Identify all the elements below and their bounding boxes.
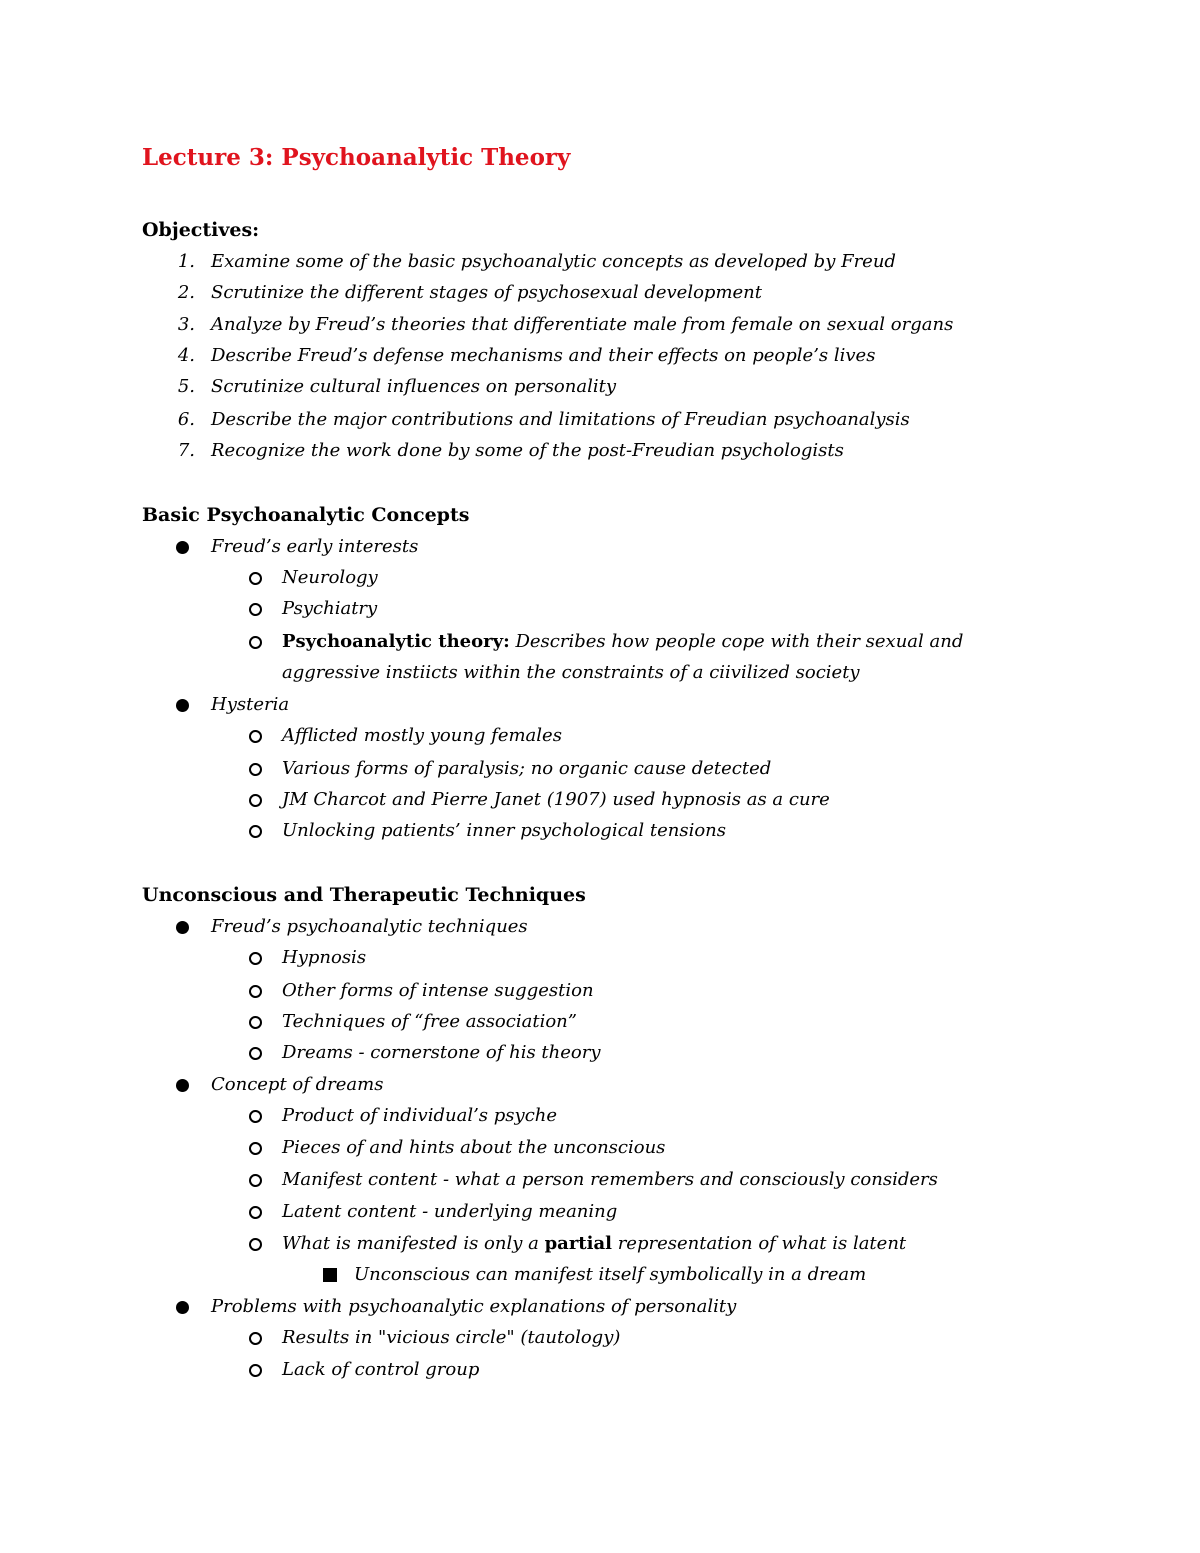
bullet-disc-icon — [176, 1301, 189, 1314]
bullet-circle-icon — [249, 1142, 262, 1155]
objective-item: Describe Freud’s defense mechanisms and their effects on people’s lives — [211, 345, 876, 366]
list-item: Afflicted mostly young females — [282, 725, 562, 746]
list-item: Other forms of intense suggestion — [282, 980, 594, 1001]
bullet-circle-icon — [249, 1047, 262, 1060]
bullet-circle-icon — [249, 794, 262, 807]
objective-number: 5. — [177, 376, 195, 397]
bullet-circle-icon — [249, 1016, 262, 1029]
bullet-circle-icon — [249, 825, 262, 838]
partial-pre-text: What is manifested is only a — [282, 1233, 545, 1254]
bullet-square-icon — [323, 1268, 337, 1282]
objective-number: 3. — [177, 314, 195, 335]
bullet-circle-icon — [249, 603, 262, 616]
list-item: JM Charcot and Pierre Janet (1907) used hypnosis as a cure — [282, 789, 830, 810]
basic-concepts-heading: Basic Psychoanalytic Concepts — [142, 504, 470, 526]
theory-term: Psychoanalytic theory: — [282, 631, 510, 652]
objective-item: Recognize the work done by some of the post-Freudian psychologists — [211, 440, 844, 461]
list-item: Techniques of “free association” — [282, 1011, 577, 1032]
objective-item: Analyze by Freud’s theories that differentiate male from female on sexual organs — [211, 314, 954, 335]
bullet-circle-icon — [249, 636, 262, 649]
theory-definition-continued: aggressive instiicts within the constraints of a ciivilized society — [282, 662, 860, 683]
bullet-circle-icon — [249, 952, 262, 965]
bullet-circle-icon — [249, 572, 262, 585]
bullet-circle-icon — [249, 730, 262, 743]
list-item: Manifest content - what a person remembers and consciously considers — [282, 1169, 938, 1190]
bullet-circle-icon — [249, 763, 262, 776]
bullet-disc-icon — [176, 1079, 189, 1092]
list-item: Concept of dreams — [211, 1074, 384, 1095]
objective-number: 6. — [177, 409, 195, 430]
bullet-circle-icon — [249, 1332, 262, 1345]
list-item: Results in "vicious circle" (tautology) — [282, 1327, 621, 1348]
bullet-circle-icon — [249, 1110, 262, 1123]
objective-number: 7. — [177, 440, 195, 461]
list-item: Various forms of paralysis; no organic cause detected — [282, 758, 772, 779]
list-item: Unconscious can manifest itself symbolically in a dream — [354, 1264, 867, 1285]
objectives-heading: Objectives: — [142, 219, 260, 241]
partial-term: partial — [544, 1233, 612, 1254]
bullet-disc-icon — [176, 699, 189, 712]
bullet-circle-icon — [249, 1174, 262, 1187]
objective-number: 2. — [177, 282, 195, 303]
bullet-disc-icon — [176, 921, 189, 934]
list-item: Unlocking patients’ inner psychological tensions — [282, 820, 727, 841]
objective-number: 1. — [177, 251, 195, 272]
theory-definition: Describes how people cope with their sexual and — [509, 631, 964, 652]
list-item: Hysteria — [211, 694, 290, 715]
list-item: Product of individual’s psyche — [282, 1105, 558, 1126]
page-title: Lecture 3: Psychoanalytic Theory — [142, 144, 571, 171]
objective-number: 4. — [177, 345, 195, 366]
list-item: Dreams - cornerstone of his theory — [282, 1042, 601, 1063]
list-item: Latent content - underlying meaning — [282, 1201, 618, 1222]
objective-item: Scrutinize cultural influences on personality — [211, 376, 617, 397]
bullet-circle-icon — [249, 1238, 262, 1251]
list-item: Problems with psychoanalytic explanations of personality — [211, 1296, 737, 1317]
partial-representation-item — [282, 1229, 906, 1259]
list-item: Freud’s early interests — [211, 536, 419, 557]
bullet-circle-icon — [249, 985, 262, 998]
objective-item: Describe the major contributions and limitations of Freudian psychoanalysis — [211, 409, 910, 430]
list-item: Hypnosis — [282, 947, 367, 968]
list-item: Lack of control group — [282, 1359, 480, 1380]
unconscious-heading: Unconscious and Therapeutic Techniques — [142, 884, 586, 906]
partial-post-text: representation of what is latent — [611, 1233, 907, 1254]
bullet-circle-icon — [249, 1206, 262, 1219]
list-item: Pieces of and hints about the unconscious — [282, 1137, 666, 1158]
psychoanalytic-theory-definition — [282, 627, 963, 657]
list-item: Psychiatry — [282, 598, 378, 619]
bullet-circle-icon — [249, 1364, 262, 1377]
list-item: Freud’s psychoanalytic techniques — [211, 916, 528, 937]
bullet-disc-icon — [176, 541, 189, 554]
list-item: Neurology — [282, 567, 378, 588]
objective-item: Examine some of the basic psychoanalytic concepts as developed by Freud — [211, 251, 896, 272]
objective-item: Scrutinize the different stages of psychosexual development — [211, 282, 762, 303]
